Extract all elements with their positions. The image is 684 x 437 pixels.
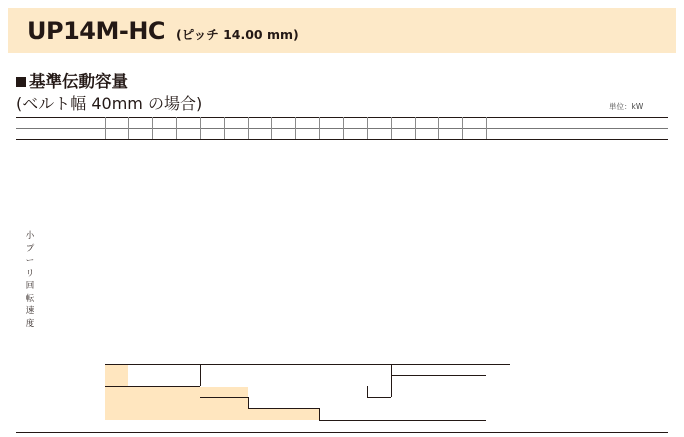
limit-line [367, 386, 368, 397]
column-divider [152, 117, 153, 139]
rpm-side-label-char: リ [25, 268, 35, 279]
model-name: UP14M-HC [27, 17, 166, 45]
column-divider [128, 117, 129, 139]
rpm-side-label-char: ー [25, 256, 35, 266]
highlight-cell [248, 408, 320, 420]
limit-line [319, 420, 486, 421]
column-divider [415, 117, 416, 139]
rpm-side-label-char: 速 [25, 306, 35, 316]
column-divider [391, 117, 392, 139]
limit-line [105, 386, 200, 387]
column-divider [176, 117, 177, 139]
column-divider [319, 117, 320, 139]
limit-line [248, 408, 320, 409]
column-divider [200, 117, 201, 139]
table-header-rule [16, 139, 668, 140]
table-top-rule [16, 117, 668, 118]
limit-line [200, 397, 248, 398]
unit-label: 単位：kW [609, 102, 644, 111]
column-divider [224, 117, 225, 139]
rpm-side-label-char: 転 [25, 293, 35, 304]
column-divider [367, 117, 368, 139]
limit-line [248, 397, 249, 408]
rpm-side-label-char: 小 [25, 231, 35, 241]
section-subtitle: (ベルト幅 40mm の場合) [16, 94, 203, 113]
table-mid-rule [16, 128, 668, 129]
limit-line [319, 408, 320, 420]
highlight-cell [105, 387, 248, 420]
column-divider [105, 117, 106, 139]
column-divider [343, 117, 344, 139]
rpm-side-label-char: 回 [25, 281, 35, 291]
column-divider [271, 117, 272, 139]
column-divider [486, 117, 487, 139]
limit-line [367, 397, 391, 398]
limit-line [391, 364, 392, 397]
rpm-side-label-char: 度 [25, 318, 35, 329]
highlight-cell [105, 365, 129, 387]
rpm-side-label-char: プ [25, 243, 35, 254]
pitch-label: (ピッチ 14.00 mm) [176, 27, 299, 42]
section-title-text: 基準伝動容量 [29, 72, 128, 91]
limit-line [200, 364, 201, 386]
rpm-side-label [22, 230, 38, 330]
table-bottom-rule [16, 432, 668, 433]
column-divider [248, 117, 249, 139]
column-divider [438, 117, 439, 139]
column-divider [462, 117, 463, 139]
limit-line [105, 364, 510, 365]
limit-line [391, 375, 486, 376]
column-divider [295, 117, 296, 139]
